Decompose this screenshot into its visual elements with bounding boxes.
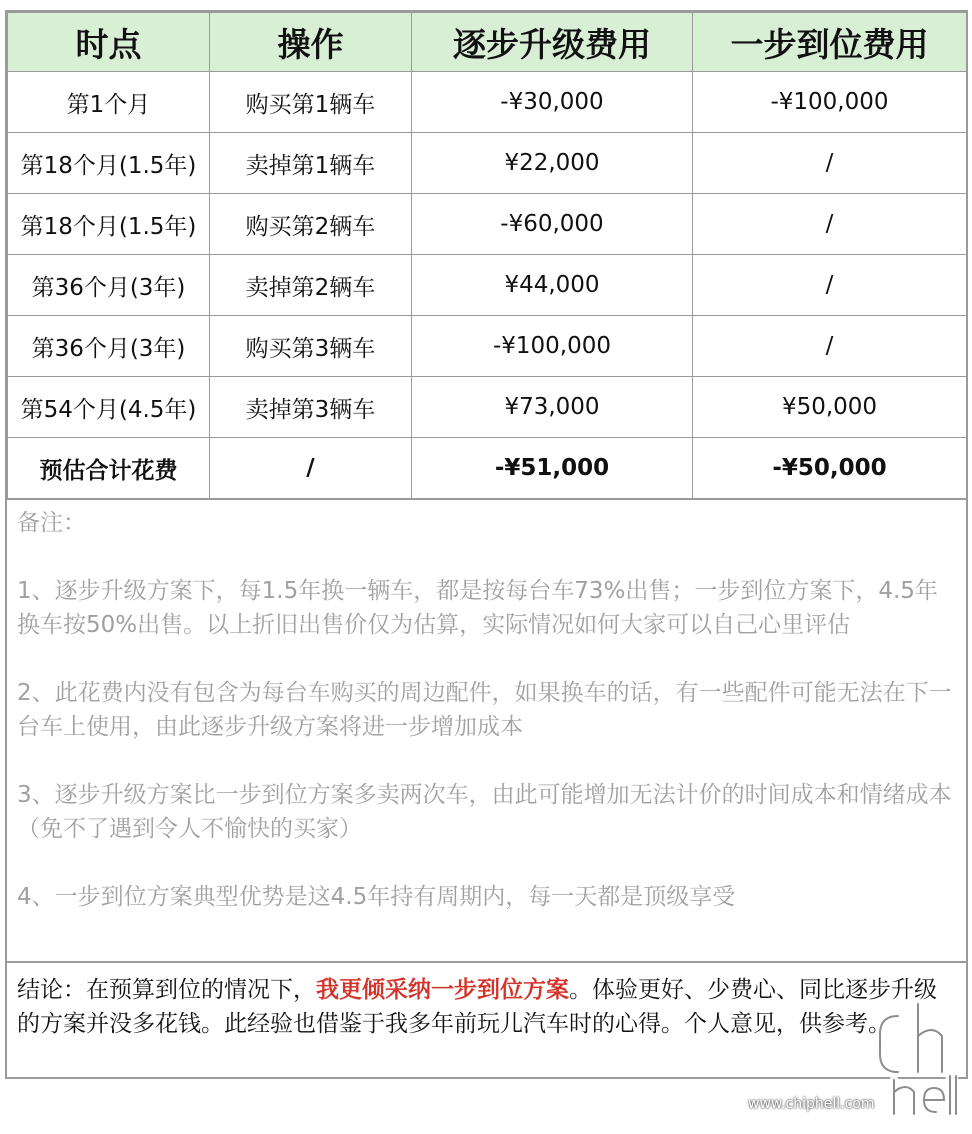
conclusion-suffix: 。体验更好、少费心、同比逐步升级的方案并没多花钱。此经验也借鉴于我多年前玩儿汽车时的心得。个人意见，供参考。 — [17, 977, 937, 1037]
time-cell: 第36个月(3年) — [8, 255, 210, 316]
header-step-cost: 逐步升级费用 — [412, 13, 693, 72]
note-item-4: 4、一步到位方案典型优势是这4.5年持有周期内，每一天都是顶级享受 — [17, 884, 736, 910]
table-row — [8, 377, 967, 438]
step-cost-cell: -¥60,000 — [412, 194, 693, 255]
step-cost-cell: ¥44,000 — [412, 255, 693, 316]
action-cell: 购买第3辆车 — [210, 316, 412, 377]
once-cost-cell: ¥50,000 — [693, 377, 967, 438]
total-action: / — [210, 438, 412, 499]
time-cell: 第18个月(1.5年) — [8, 133, 210, 194]
table-total-row — [8, 438, 967, 499]
note-item-2: 2、此花费内没有包含为每台车购买的周边配件，如果换车的话，有一些配件可能无法在下一台车上使用，由此逐步升级方案将进一步增加成本 — [17, 680, 952, 740]
once-cost-cell: / — [693, 255, 967, 316]
action-cell: 卖掉第3辆车 — [210, 377, 412, 438]
total-once-cost: -¥50,000 — [693, 438, 967, 499]
once-cost-cell: -¥100,000 — [693, 72, 967, 133]
step-cost-cell: ¥22,000 — [412, 133, 693, 194]
notes-section — [7, 499, 966, 961]
header-once-cost: 一步到位费用 — [693, 13, 967, 72]
step-cost-cell: ¥73,000 — [412, 377, 693, 438]
action-cell: 购买第2辆车 — [210, 194, 412, 255]
step-cost-cell: -¥30,000 — [412, 72, 693, 133]
time-cell: 第18个月(1.5年) — [8, 194, 210, 255]
table-header-row — [8, 13, 967, 72]
cost-table — [7, 12, 967, 499]
table-row — [8, 133, 967, 194]
chiphell-watermark — [748, 996, 958, 1116]
note-item-3: 3、逐步升级方案比一步到位方案多卖两次车，由此可能增加无法计价的时间成本和情绪成本（免不了遇到令人不愉快的买家） — [17, 782, 952, 842]
once-cost-cell: / — [693, 194, 967, 255]
note-item-1: 1、逐步升级方案下，每1.5年换一辆车，都是按每台车73%出售；一步到位方案下，4.5年换车按50%出售。以上折旧出售价仅为估算，实际情况如何大家可以自己心里评估 — [17, 578, 938, 638]
header-time: 时点 — [8, 13, 210, 72]
cost-comparison-sheet — [5, 10, 968, 1079]
conclusion-prefix: 结论：在预算到位的情况下， — [17, 977, 316, 1003]
header-action: 操作 — [210, 13, 412, 72]
step-cost-cell: -¥100,000 — [412, 316, 693, 377]
table-row — [8, 194, 967, 255]
table-row — [8, 72, 967, 133]
watermark-url: www.chiphell.com — [748, 1096, 875, 1112]
action-cell: 卖掉第1辆车 — [210, 133, 412, 194]
notes-title: 备注： — [17, 510, 86, 536]
time-cell: 第54个月(4.5年) — [8, 377, 210, 438]
time-cell: 第1个月 — [8, 72, 210, 133]
once-cost-cell: / — [693, 316, 967, 377]
action-cell: 购买第1辆车 — [210, 72, 412, 133]
time-cell: 第36个月(3年) — [8, 316, 210, 377]
conclusion-highlight: 我更倾采纳一步到位方案 — [316, 977, 569, 1003]
total-step-cost: -¥51,000 — [412, 438, 693, 499]
table-row — [8, 316, 967, 377]
table-row — [8, 255, 967, 316]
once-cost-cell: / — [693, 133, 967, 194]
action-cell: 卖掉第2辆车 — [210, 255, 412, 316]
total-label: 预估合计花费 — [8, 438, 210, 499]
